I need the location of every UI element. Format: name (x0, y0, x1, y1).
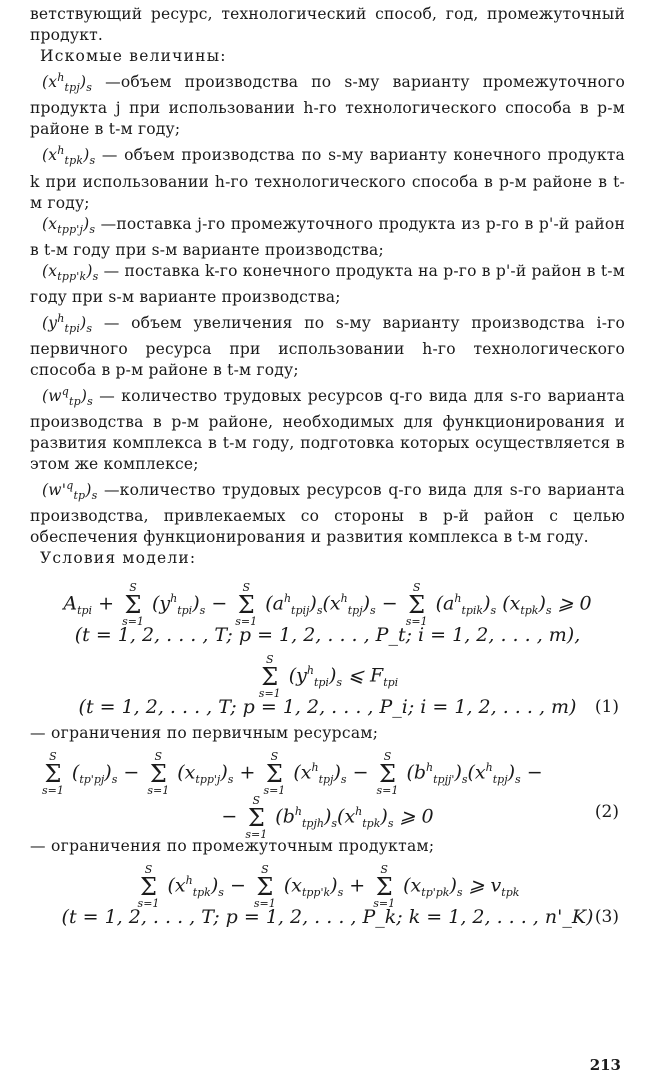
equation-2-line-2: − S Σ s=1 $(b^h_{tpjh})_s(x^h_{tpk})_s$ ⩾ 0 (2) (30, 790, 625, 834)
sought-item-4-text: — поставка k-го конечного продукта на p-го в p'-й район в t-м году при s-м варианте производства; (30, 261, 625, 306)
sought-item-6: $(w^q_{tp})_s$ — количество трудовых ресурсов q-го вида для s-го варианта производства в p-м районе, необходимых для функционирования и развития комплекса в t-м году, подготовка которых осуществляется в этом же комплексе; (30, 384, 625, 474)
sought-item-6-text: — количество трудовых ресурсов q-го вида для s-го варианта производства в p-м районе, необходимых для функционирования и развития комплекса в t-м году, подготовка которых осуществляется в этом же комплексе; (30, 387, 625, 474)
page-number: 213 (589, 1056, 621, 1074)
sought-item-3: $(x_{tpp'j})_s$ —поставка j-го промежуточного продукта из p-го в p'-й район в t-м году при s-м варианте производства; (30, 214, 625, 259)
conditions-heading: Условия модели: (40, 549, 197, 568)
intro-text: ветствующий ресурс, технологический способ, год, промежуточный продукт. (30, 5, 625, 44)
equation-1-condition-b (30, 693, 625, 721)
equation-1-number: (1) (594, 697, 619, 718)
sought-item-4: $(x_{tpp'k})_s$ — поставка k-го конечного продукта на p-го в p'-й район в t-м году при s-м варианте производства; (30, 261, 625, 306)
sought-heading: Искомые величины: (40, 47, 227, 65)
sought-item-7: $(w'^q_{tp})_s$ —количество трудовых ресурсов q-го вида для s-го варианта производства, привлекаемых со стороны в p-й район с целью обеспечения функционирования и развития комплекса в t-м году. (30, 479, 625, 547)
equation-1-line-1: $A_{tpi}$ + S Σ s=1 $(y^h_{tpi})_s$ − S Σ s=1 $(a^h_{tpij})_s(x^h_{tpj})_s$ − S Σ s=1 $(a^h_{tpik})_s$ $(x_{tpk})_s$ ⩾ 0 (63, 580, 592, 628)
equation-3-condition (30, 903, 625, 931)
sought-item-7-text: —количество трудовых ресурсов q-го вида для s-го варианта производства, привлекаемых со стороны в p-й район с целью обеспечения функционирования и развития комплекса в t-м году. (30, 481, 625, 547)
remark-primary-resources: — ограничения по первичным ресурсам; (30, 724, 379, 743)
equation-1-line-2: S Σ s=1 $(y^h_{tpi})_s$ ⩽ $F_{tpi}$ (258, 652, 399, 700)
equation-3-number: (3) (594, 907, 619, 928)
sought-item-1-text: —объем производства по s-му варианту промежуточного продукта j при использовании h-го технологического способа в p-м районе в t-м году; (30, 73, 625, 139)
sought-item-3-text: —поставка j-го промежуточного продукта из p-го в p'-й район в t-м году при s-м варианте производства; (30, 214, 625, 259)
sought-item-2-text: — объем производства по s-му варианту конечного продукта k при использовании h-го технологического способа в p-м районе в t-м году; (30, 146, 625, 212)
equation-1-condition-b-text: (t = 1, 2, . . . , T; p = 1, 2, . . . , P_i; i = 1, 2, . . . , m) (78, 696, 577, 719)
sought-item-2: $(x^h_{tpk})_s$ — объем производства по s-му варианту конечного продукта k при использовании h-го технологического способа в p-м районе в t-м году; (30, 144, 625, 212)
sought-item-5: $(y^h_{tpi})_s$ — объем увеличения по s-му варианту производства i-го первичного ресурса при использовании h-го технологического способа в p-м районе в t-м году; (30, 311, 625, 379)
equation-1-condition-a: (t = 1, 2, . . . , T; p = 1, 2, . . . , P_t; i = 1, 2, . . . , m), (74, 624, 581, 647)
sought-item-1: $(x^h_{tpj})_s$ —объем производства по s-му варианту промежуточного продукта j при использовании h-го технологического способа в p-м районе в t-м году; (30, 71, 625, 139)
sought-item-5-text: — объем увеличения по s-му варианту производства i-го первичного ресурса при использовании h-го технологического способа в p-м районе в t-м году; (30, 313, 625, 379)
equation-2-number: (2) (594, 802, 619, 823)
equation-2-line-1: S Σ s=1 $(_{tp'pj})_s$ − S Σ s=1 $(x_{tpp'j})_s$ + S Σ s=1 $(x^h_{tpj})_s$ − S Σ s=1 $(b^h_{tpjj'})_s(x^h_{tpj})_s$ − (42, 749, 543, 797)
equation-3-condition-text: (t = 1, 2, . . . , T; p = 1, 2, . . . , P_k; k = 1, 2, . . . , n'_K) (61, 906, 594, 929)
remark-intermediate-products: — ограничения по промежуточным продуктам; (30, 837, 435, 856)
equation-3-line-1: S Σ s=1 $(x^h_{tpk})_s$ − S Σ s=1 $(x_{tpp'k})_s$ + S Σ s=1 $(x_{tp'pk})_s$ ⩾ $v_{tpk}$ (137, 862, 520, 910)
